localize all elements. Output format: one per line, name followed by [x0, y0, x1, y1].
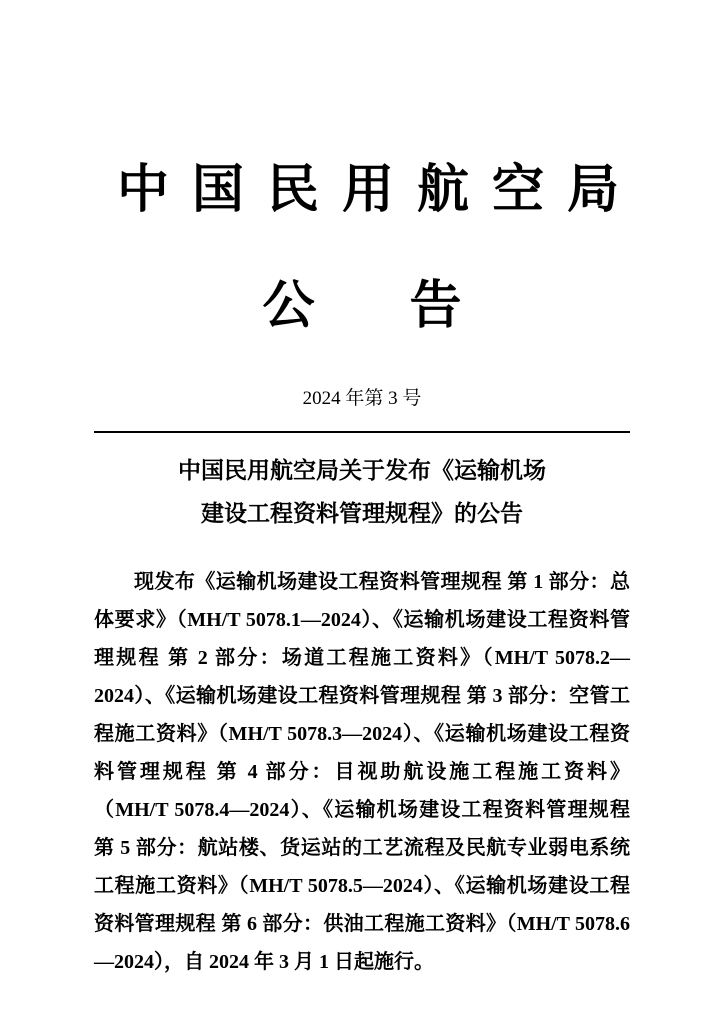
doc-number: 2024 年第 3 号	[302, 388, 422, 409]
announcement-title-line2: 建设工程资料管理规程》的公告	[201, 500, 523, 526]
announcement-title-line1: 中国民用航空局关于发布《运输机场	[178, 457, 546, 483]
agency-title: 中国民用航空局	[117, 162, 643, 219]
body-paragraph: 现发布《运输机场建设工程资料管理规程 第 1 部分：总体要求》（MH/T 5078.1—2024）、《运输机场建设工程资料管理规程 第 2 部分：场道工程施工资料》（MH/T 5078.2—2024）、《运输机场建设工程资料管理规程 第 3 部分：空管工程施工资料》（MH/T 5078.3—2024）、《运输机场建设工程资料管理规程 第 4 部分：目视助航设施工程施工资料》 （MH/T 5078.4—2024）、《运输机场建设工程资料管理规程 第 5 部分：航站楼、货运站的工艺流程及民航专业弱电系统工程施工资料》（MH/T 5078.5—2024）、《运输机场建设工程资料管理规程 第 6 部分：供油工程施工资料》（MH/T 5078.6—2024），自 2024 年 3 月 1 日起施行。	[94, 571, 630, 973]
announcement-title	[94, 449, 630, 535]
doc-type-title: 公告	[262, 278, 557, 335]
divider-line	[94, 431, 630, 433]
